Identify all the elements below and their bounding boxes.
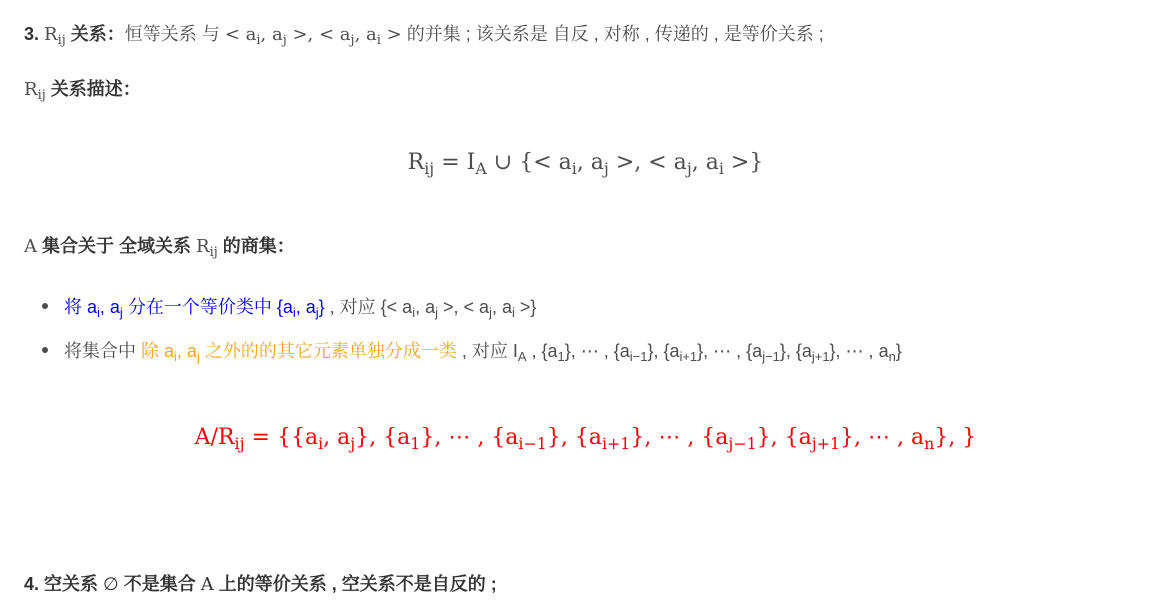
empty-set-symbol: ∅ xyxy=(103,574,119,595)
item-3-text-b: 的并集 ; 该关系是 自反 , 对称 , 传递的 , 是等价关系 ; xyxy=(406,24,824,44)
bullet-list xyxy=(42,293,902,381)
relation-symbol: $R_{ij}$ xyxy=(44,24,66,49)
bullet-1-highlight: 将 $a_i$, $a_j$ 分在一个等价类中 {$a_i$, $a_j$} xyxy=(64,297,325,321)
item-4-heading xyxy=(24,570,497,596)
quotient-set-label xyxy=(24,232,295,261)
bullet-dot-icon xyxy=(42,347,48,353)
relation-formula: $R_{ij} = I_A$ ∪ {< $a_i$, $a_j$ >, < $a_j$, $a_i$ >} xyxy=(407,150,764,179)
set-symbol: A xyxy=(200,574,214,595)
quotient-label-b: 的商集： xyxy=(222,236,295,256)
item-3-pairs: < $a_i$, $a_j$ >, < $a_j$, $a_i$ > xyxy=(224,24,402,49)
bullet-2-text: , 对应 $I_A$ , $\{a_1\}$, ⋯ , $\{a_{i-1}\}$, $\{a_{i+1}\}$, ⋯ , $\{a_{j-1}\}$, $\{a_{j+1}\}$, ⋯ , $a_n$} xyxy=(456,341,902,365)
item-4-text-c: 上的等价关系 , 空关系不是自反的 ; xyxy=(218,574,497,594)
list-item xyxy=(42,293,902,337)
item-4-text-b: 不是集合 xyxy=(123,574,196,594)
description-label-text: 关系描述： xyxy=(50,79,141,99)
bullet-1-text: , 对应 {< $a_i$, $a_j$ >, < $a_j$, $a_i$ >} xyxy=(324,297,537,321)
quotient-set-formula: $A/R_{ij} = \{\{a_i$, $a_j$}, $\{a_1\}$, ⋯ , $\{a_{i-1}\}$, $\{a_{i+1}\}$, ⋯ , $\{a_{j-1}\}$, $\{a_{j+1}\}$, ⋯ , $a_n$}, } xyxy=(194,425,977,454)
list-item xyxy=(42,337,902,381)
relation-symbol: $R_{ij}$ xyxy=(196,236,218,261)
set-symbol: A xyxy=(24,236,37,257)
bullet-2-lead: 将集合中 xyxy=(64,341,136,361)
item-4-number: 4. xyxy=(24,574,40,594)
item-3-number: 3. xyxy=(24,24,40,44)
bullet-2-highlight: 除 $a_i$, $a_j$ 之外的的其它元素单独分成一类 xyxy=(141,341,457,365)
relation-description-label xyxy=(24,75,141,104)
item-3-text-a: 恒等关系 与 xyxy=(124,24,220,44)
quotient-label-a: 集合关于 全域关系 xyxy=(42,236,192,256)
relation-symbol: $R_{ij}$ xyxy=(24,79,46,104)
item-3-title: 关系： xyxy=(70,24,125,44)
item-3-heading xyxy=(24,20,824,49)
item-4-text-a: 空关系 xyxy=(44,574,99,594)
bullet-dot-icon xyxy=(42,303,48,309)
